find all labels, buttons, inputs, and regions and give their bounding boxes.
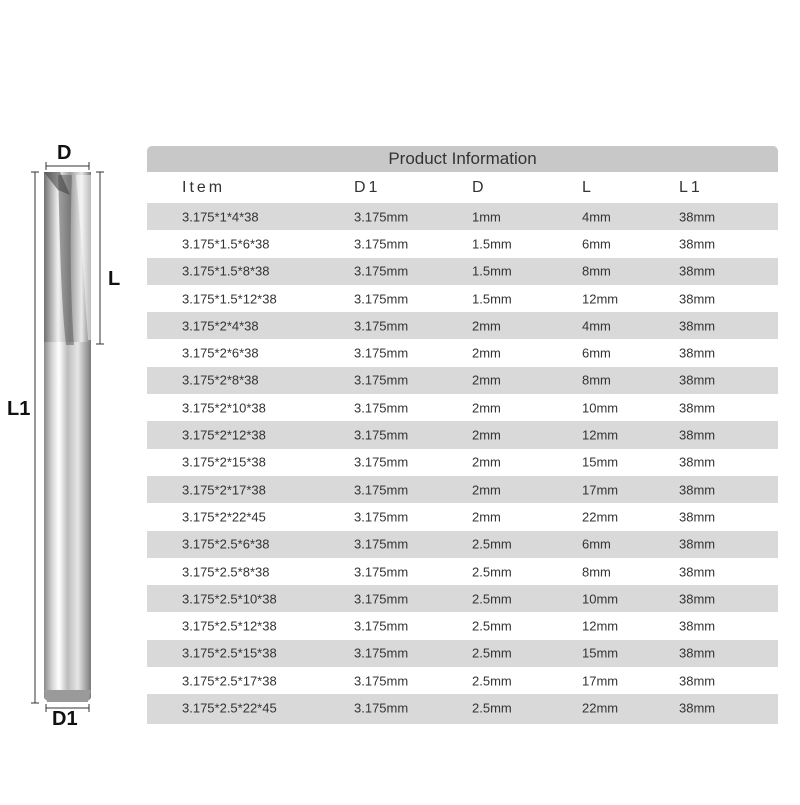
- cell-l: 12mm: [582, 427, 619, 443]
- cell-l1: 38mm: [679, 700, 716, 716]
- cell-l: 10mm: [582, 591, 619, 607]
- cell-item: 3.175*1.5*6*38: [182, 236, 270, 252]
- table-row: [147, 421, 778, 448]
- cell-d1: 3.175mm: [354, 318, 409, 334]
- cell-l: 15mm: [582, 645, 619, 661]
- cell-l1: 38mm: [679, 509, 716, 525]
- cell-d1: 3.175mm: [354, 345, 409, 361]
- cell-l: 12mm: [582, 291, 619, 307]
- cell-d1: 3.175mm: [354, 427, 409, 443]
- cell-l: 6mm: [582, 345, 611, 361]
- column-header-l1: L1: [679, 178, 703, 196]
- cell-l1: 38mm: [679, 673, 716, 689]
- cell-l: 4mm: [582, 318, 611, 334]
- cell-d: 2mm: [472, 372, 501, 388]
- cell-l1: 38mm: [679, 482, 716, 498]
- cell-item: 3.175*2.5*8*38: [182, 564, 270, 579]
- cell-l: 6mm: [582, 536, 611, 552]
- cell-item: 3.175*2*4*38: [182, 318, 259, 334]
- cell-l: 8mm: [582, 263, 611, 279]
- cell-d: 2.5mm: [472, 591, 512, 607]
- table-row: [147, 503, 778, 530]
- cell-item: 3.175*2*8*38: [182, 372, 259, 388]
- table-title: Product Information: [147, 146, 778, 172]
- table-row: [147, 285, 778, 312]
- cell-l: 8mm: [582, 372, 611, 388]
- cell-d: 2mm: [472, 454, 501, 470]
- cell-d1: 3.175mm: [354, 482, 409, 498]
- cell-item: 3.175*2.5*22*45: [182, 700, 277, 716]
- cell-l1: 38mm: [679, 291, 716, 307]
- cell-l1: 38mm: [679, 618, 716, 634]
- cell-d: 1.5mm: [472, 263, 512, 279]
- column-header-d: D: [472, 178, 487, 196]
- cell-l: 10mm: [582, 400, 619, 416]
- cell-d: 2.5mm: [472, 536, 512, 552]
- cell-l: 8mm: [582, 564, 611, 579]
- table-row: [147, 476, 778, 503]
- table-row: [147, 640, 778, 667]
- cell-l1: 38mm: [679, 263, 716, 279]
- cell-d: 2mm: [472, 427, 501, 443]
- cell-l: 6mm: [582, 236, 611, 252]
- cell-l1: 38mm: [679, 427, 716, 443]
- table-row: [147, 230, 778, 257]
- cell-l: 22mm: [582, 700, 619, 716]
- cell-l: 12mm: [582, 618, 619, 634]
- column-header-l: L: [582, 178, 594, 196]
- cell-d1: 3.175mm: [354, 209, 409, 225]
- cell-item: 3.175*1.5*8*38: [182, 263, 270, 279]
- cell-l1: 38mm: [679, 400, 716, 416]
- table-body: [147, 203, 778, 722]
- column-header-d1: D1: [354, 178, 381, 196]
- cell-d1: 3.175mm: [354, 236, 409, 252]
- cell-d1: 3.175mm: [354, 536, 409, 552]
- cell-l: 22mm: [582, 509, 619, 525]
- cell-d: 2mm: [472, 318, 501, 334]
- cell-l1: 38mm: [679, 345, 716, 361]
- table-row: [147, 203, 778, 230]
- cell-d1: 3.175mm: [354, 291, 409, 307]
- cell-d1: 3.175mm: [354, 263, 409, 279]
- cell-d1: 3.175mm: [354, 618, 409, 634]
- cell-l1: 38mm: [679, 645, 716, 661]
- table-row: [147, 694, 778, 721]
- cell-item: 3.175*1*4*38: [182, 209, 259, 225]
- cell-item: 3.175*2*10*38: [182, 400, 266, 416]
- cell-d: 2.5mm: [472, 564, 512, 579]
- dimension-label-l1: L1: [7, 398, 31, 420]
- cell-d1: 3.175mm: [354, 372, 409, 388]
- cell-item: 3.175*1.5*12*38: [182, 291, 277, 307]
- table-row: [147, 367, 778, 394]
- cell-d1: 3.175mm: [354, 454, 409, 470]
- cell-l1: 38mm: [679, 454, 716, 470]
- cell-d: 2mm: [472, 345, 501, 361]
- cell-item: 3.175*2.5*6*38: [182, 536, 270, 552]
- cell-d1: 3.175mm: [354, 700, 409, 716]
- cell-item: 3.175*2.5*10*38: [182, 591, 277, 607]
- cell-d: 2.5mm: [472, 700, 512, 716]
- table-row: [147, 339, 778, 366]
- table-row: [147, 531, 778, 558]
- cell-d1: 3.175mm: [354, 564, 409, 579]
- cell-l1: 38mm: [679, 236, 716, 252]
- table-row: [147, 449, 778, 476]
- cell-d1: 3.175mm: [354, 645, 409, 661]
- table-row: [147, 612, 778, 639]
- cell-d: 2.5mm: [472, 673, 512, 689]
- product-information-table: [147, 146, 778, 724]
- cell-item: 3.175*2*12*38: [182, 427, 266, 443]
- cell-l1: 38mm: [679, 564, 716, 579]
- column-header-item: Item: [182, 178, 226, 196]
- cell-d1: 3.175mm: [354, 591, 409, 607]
- cell-d: 2mm: [472, 482, 501, 498]
- table-row: [147, 667, 778, 694]
- cell-l: 17mm: [582, 673, 619, 689]
- cell-d1: 3.175mm: [354, 400, 409, 416]
- table-row: [147, 558, 778, 585]
- drill-bit-diagram: [0, 0, 140, 800]
- cell-item: 3.175*2*17*38: [182, 482, 266, 498]
- cell-item: 3.175*2*6*38: [182, 345, 259, 361]
- table-bottom-border: [147, 722, 778, 724]
- cell-item: 3.175*2*15*38: [182, 454, 266, 470]
- dimension-label-d1: D1: [52, 708, 78, 730]
- table-row: [147, 312, 778, 339]
- cell-d: 2mm: [472, 400, 501, 416]
- table-header-row: [147, 172, 778, 203]
- cell-d1: 3.175mm: [354, 673, 409, 689]
- cell-l1: 38mm: [679, 536, 716, 552]
- cell-l: 15mm: [582, 454, 619, 470]
- cell-l1: 38mm: [679, 209, 716, 225]
- cell-item: 3.175*2.5*12*38: [182, 618, 277, 634]
- cell-d: 1.5mm: [472, 236, 512, 252]
- cell-d1: 3.175mm: [354, 509, 409, 525]
- cell-l1: 38mm: [679, 318, 716, 334]
- dimension-label-l: L: [108, 268, 121, 290]
- cell-l1: 38mm: [679, 372, 716, 388]
- table-row: [147, 258, 778, 285]
- cell-d: 2.5mm: [472, 645, 512, 661]
- cell-item: 3.175*2.5*17*38: [182, 673, 277, 689]
- cell-d: 2mm: [472, 509, 501, 525]
- cell-l1: 38mm: [679, 591, 716, 607]
- cell-d: 1.5mm: [472, 291, 512, 307]
- cell-item: 3.175*2*22*45: [182, 509, 266, 525]
- cell-l: 4mm: [582, 209, 611, 225]
- dimension-label-d: D: [57, 142, 72, 164]
- cell-d: 2.5mm: [472, 618, 512, 634]
- cell-d: 1mm: [472, 209, 501, 225]
- table-row: [147, 394, 778, 421]
- table-row: [147, 585, 778, 612]
- cell-l: 17mm: [582, 482, 619, 498]
- cell-item: 3.175*2.5*15*38: [182, 645, 277, 661]
